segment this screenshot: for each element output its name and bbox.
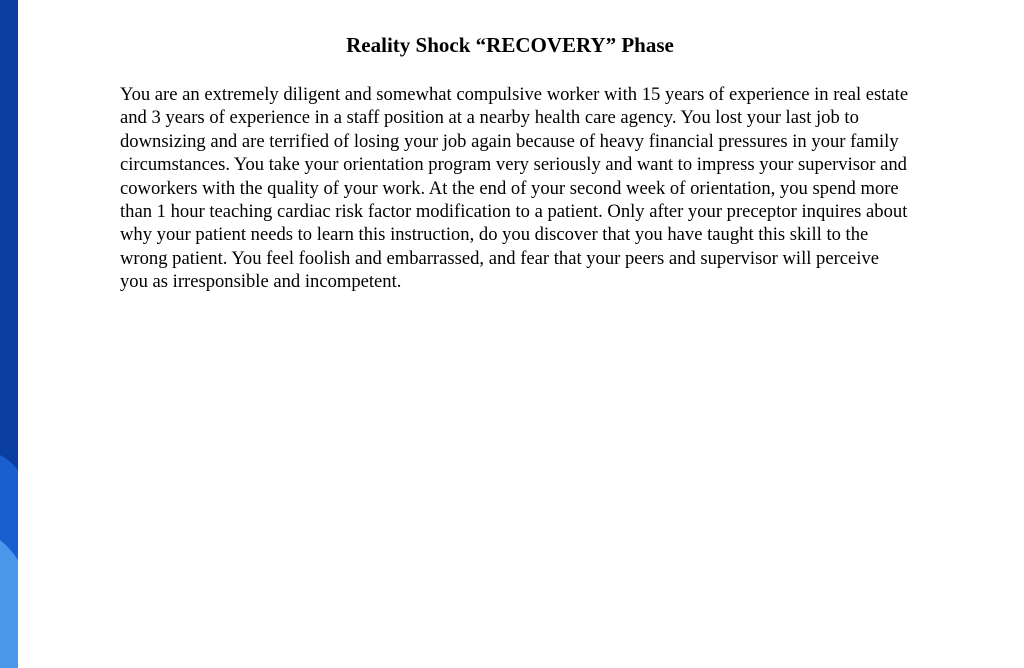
scenario-paragraph: You are an extremely diligent and somewhat compulsive worker with 15 years of experience in real estate and 3 years of experience in a staff position at a nearby health care agency. You lost your last job to downsizing and are terrified of losing your job again because of heavy financial pressures in your family circumstances. You take your orientation program very seriously and want to impress your supervisor and coworkers with the quality of your work. At the end of your second week of orientation, you spend more than 1 hour teaching cardiac risk factor modification to a patient. Only after your preceptor inquires about why your patient needs to learn this instruction, do you discover that you have taught this skill to the wrong patient. You feel foolish and embarrassed, and fear that your peers and supervisor will perceive you as irresponsible and incompetent. (120, 84, 909, 293)
left-decorative-bar (0, 0, 18, 668)
slide-title: Reality Shock “RECOVERY” Phase (346, 33, 674, 57)
bar-light-section (0, 540, 18, 668)
left-bar-graphic (0, 0, 18, 668)
